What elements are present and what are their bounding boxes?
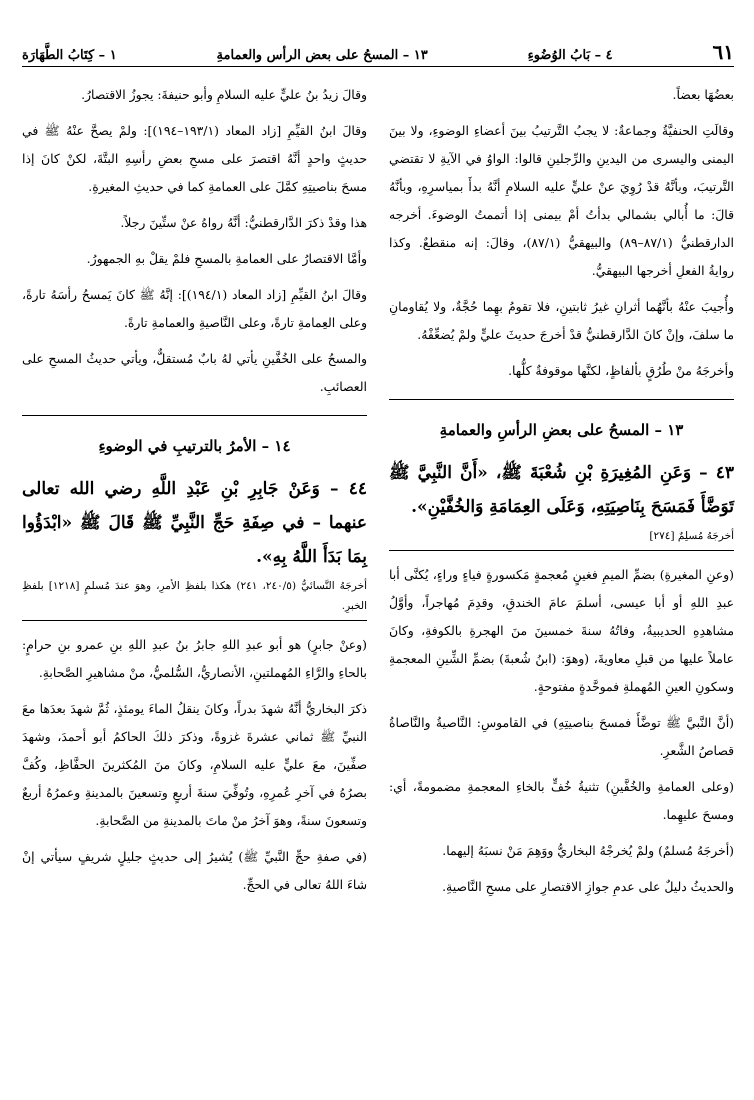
section-title: ١٣ – المسحُ على بعض الرأس والعمامةِ [216,48,428,63]
running-header [22,40,734,67]
paragraph: وأُجيبَ عنْهُ بأنَّهُما أثرانِ غيرُ ثابتينِ، فلا تقومُ بهِما حُجَّةٌ، ولا يُقاومانِ ما سلفَ، وإنْ كانَ الدَّارقطنيُّ قدْ أخرجَ حديثَ عليٍّ ولمْ يُضعِّفْهُ. [389,299,734,342]
paragraph: وقالَ ابنُ القيِّمِ [زاد المعاد (١٩٤/١)]: إنَّهُ ﷺ كانَ يَمسحُ رأسَهُ تارةً، وعلى العِمامةِ تارةً، وعلى النَّاصيةِ والعمامةِ تارةً. [22,287,367,330]
hadith-44-source: أخرجَهُ النَّسائيُّ (٢٤٠/٥، ٢٤١) هكذا بلفظِ الأمرِ، وهوَ عندَ مُسلمٍ [١٢١٨] بلفظِ الخبرِ. [22,576,367,621]
paragraph: والحديثُ دليلٌ على عدمِ جوازِ الاقتصارِ على مسحِ النَّاصيةِ. [442,879,734,894]
paragraph: (وعلى العمامةِ والخُفَّينِ) تثنيةُ خُفٍّ بالخاءِ المعجمةِ مضمومةً، أي: ومسحَ عليهِما. [389,779,734,822]
paragraph: وأخرجَهُ منْ طُرُقٍ بألفاظٍ، لكنَّها موقوفةٌ كلُّها. [508,363,734,378]
chapter-title: ٤ – بَابُ الوُضُوءِ [527,48,613,63]
paragraph: ذكرَ البخاريُّ أنَّهُ شهدَ بدراً، وكانَ ينقلُ الماءَ يومئذٍ، ثُمَّ شهدَ بعدَها معَ النبيِّ ﷺ ثماني عشرةَ غزوةً، وذكرَ ذلكَ الحاكمُ أبو أحمدَ، وشهدَ صفِّينَ، معَ عليٍّ عليه السلامِ، وكانَ منَ المُكثرينَ الحفَّاظِ، وكُفَّ بصرُهُ في آخرِ عُمرِهِ، وتُوفِّيَ سنةَ أربعٍ وتسعينَ بالمدينةِ وعمرُهُ أربعٌ وتسعونَ سنةً، وهوَ آخرُ منْ ماتَ بالمدينةِ من الصَّحابةِ. [22,701,367,828]
paragraph: بعضُهَا بعضاً. [672,87,734,102]
paragraph: (أخرجَهُ مُسلمٌ) ولمْ يُخرجْهُ البخاريُّ ووَهِمَ مَنْ نسبَهُ إليهما. [442,843,734,858]
section-heading-14: ١٤ – الأمرُ بالترتيبِ في الوضوءِ [22,415,367,460]
paragraph: (أنَّ النَّبيَّ ﷺ توضَّأَ فمسحَ بناصيتِهِ) في القاموسِ: النَّاصيةُ والنَّاصاةُ قصاصُ الشَّعرِ. [389,715,734,758]
paragraph: والمسحُ على الخُفَّينِ يأتي لهُ بابٌ مُستقلٌّ، ويأتي حديثُ المسحِ على العصائبِ. [22,351,367,394]
paragraph: وقالَ زيدُ بنُ عليٍّ عليه السلامِ وأبو حنيفةَ: يجوزُ الاقتصارُ. [81,87,367,102]
hadith-44: ٤٤ – وَعَنْ جَابِرِ بْنِ عَبْدِ اللَّهِ رضي الله تعالى عنهما – في صِفَةِ حَجِّ النَّبِيِّ ﷺ قَالَ ﷺ «ابْدَؤُوا بِمَا بَدَأَ اللَّهُ بِهِ». [22,479,367,567]
text-columns [22,81,734,909]
hadith-43: ٤٣ – وَعَنِ المُغِيرَةِ بْنِ شُعْبَةَ ﷺ، «أَنَّ النَّبِيَّ ﷺ تَوَضَّأَ فَمَسَحَ بِنَاصِيَتِهِ، وَعَلَى العِمَامَةِ وَالخُفَّيْنِ». [389,463,734,517]
page-number: ٦١ [712,40,734,64]
book-title: ١ – كِتَابُ الطَّهَارَة [22,48,117,63]
paragraph: وقالَ ابنُ القيِّمِ [زاد المعاد (١٩٣/١–١٩٤)]: ولمْ يصحَّ عنْهُ ﷺ في حديثٍ واحدٍ أنَّهُ اقتصرَ على مسحِ بعضِ رأسِهِ البتَّةَ، لكنْ كانَ إذا مسحَ بناصيتِهِ كمَّلَ على العمامةِ كما في حديثِ المغيرةِ. [22,123,368,194]
right-column [389,81,734,909]
section-heading-13: ١٣ – المسحُ على بعضِ الرأسِ والعمامةِ [389,399,734,444]
paragraph: هذا وقدْ ذكرَ الدَّارقطنيُّ: أنَّهُ رواهُ عنْ ستِّينَ رجلاً. [120,215,367,230]
paragraph: وأمَّا الاقتصارُ على العمامةِ بالمسحِ فلمْ يقلْ بهِ الجمهورُ. [86,251,367,266]
hadith-43-source: أخرجَهُ مُسلِمٌ [٢٧٤] [389,526,734,551]
paragraph: (وعنْ جابرٍ) هو أبو عبدِ اللهِ جابرُ بنُ عبدِ اللهِ بنِ عمرو بنِ حرامٍ: بالحاءِ والرَّاءِ المُهملتينِ، الأنصاريُّ، السُّلميُّ، منْ مشاهيرِ الصَّحابةِ. [22,637,367,680]
paragraph: (في صفةِ حجِّ النَّبيِّ ﷺ) يُشيرُ إلى حديثٍ جليلٍ شريفٍ سيأتي إنْ شاءَ اللهُ تعالى في الحجِّ. [22,849,367,892]
paragraph: وقالَتِ الحنفيَّةُ وجماعةٌ: لا يجبُ التَّرتيبُ بينَ أعضاءِ الوضوءِ، ولا بينَ اليمنى واليسرى من اليدينِ والرِّجلينِ قالوا: الواوُ في الآيةِ لا تقتضي التَّرتيبَ، وبأنَّهُ قدْ رُوِيَ عنْ عليٍّ عليه السلامِ أنَّهُ بدأَ بمياسرِهِ، وبأنَّهُ قالَ: ما أُبالي بشمالي بدأتُ أمْ بيمنى إذا أتممتُ الوضوءَ. أخرجه الدارقطنيُّ (٨٧/١–٨٩) والبيهقيُّ (٨٧/١)، وقالَ: إنه منقطعٌ. وكذا روايةُ الفعلِ أخرجها البيهقيُّ. [389,123,734,278]
page [22,40,734,1090]
paragraph: (وعنِ المغيرةِ) بضمِّ الميمِ فغينٍ مُعجمةٍ مَكسورةٍ فياءٍ وراءٍ، يُكنَّى أبا عبدِ اللهِ أو أبا عيسى، أسلمَ عامَ الخندقِ، وقدِمَ مُهاجراً، وأوَّلُ مشاهدِهِ الحديبيةُ، وفاتُهُ سنةَ خمسينَ منَ الهجرةِ بالكوفةِ، وكانَ عاملاً عليها من قبلِ معاويةَ، (وهوَ: (ابنُ شُعبةَ) بضمِّ الشِّينِ المعجمةِ وسكونِ العينِ المُهملةِ فموحَّدةٍ مفتوحةٍ. [389,567,734,694]
left-column [22,81,367,909]
